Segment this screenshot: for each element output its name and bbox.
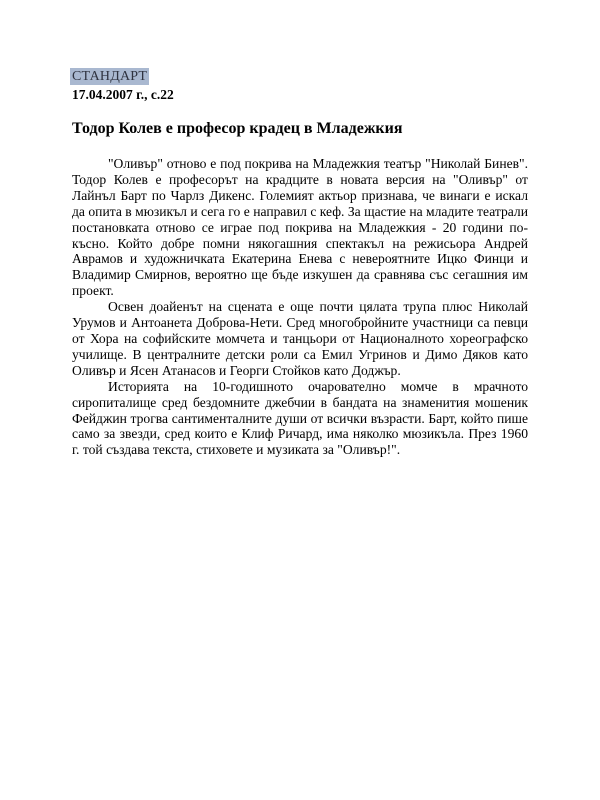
newspaper-masthead: СТАНДАРТ (72, 69, 148, 84)
article-title: Тодор Колев е професор крадец в Младежкия (72, 120, 403, 137)
article-body (72, 156, 528, 458)
issue-date-page: 17.04.2007 г., с.22 (72, 87, 174, 102)
article-paragraph: Историята на 10-годишното очарователно момче в мрачното сиропиталище сред бездомните джебчии в бандата на знаменития мошеник Фейджин трогва сантименталните души от всички възрасти. Барт, който пише само за звезди, сред които е Клиф Ричард, има няколко мюзикъла. През 1960 г. той създава текста, стиховете и музиката за "Оливър!". (72, 378, 528, 458)
article-paragraph: "Оливър" отново е под покрива на Младежкия театър "Николай Бинев". Тодор Колев е професорът на крадците в новата версия на "Оливър" от Лайнъл Барт по Чарлз Дикенс. Големият актьор признава, че винаги е искал да опита в мюзикъл и сега го е направил с кеф. За щастие на младите театрали постановката отново се играе под покрива на Младежкия - 20 години по-късно. Който добре помни някогашния спектакъл на режисьора Андрей Аврамов и художничката Екатерина Енева с невероятните Ицко Финци и Владимир Смирнов, вероятно ще бъде изкушен да сравнява със сегашния им проект. (72, 156, 528, 299)
article-paragraph: Освен доайенът на сцената е още почти цялата трупа плюс Николай Урумов и Антоанета Доброва-Нети. Сред многобройните участници са певци от Хора на софийските момчета и танцьори от Националното хореографско училище. В централните детски роли са Емил Угринов и Димо Дяков като Оливър и Ясен Атанасов и Георги Стойков като Доджър. (72, 299, 528, 378)
